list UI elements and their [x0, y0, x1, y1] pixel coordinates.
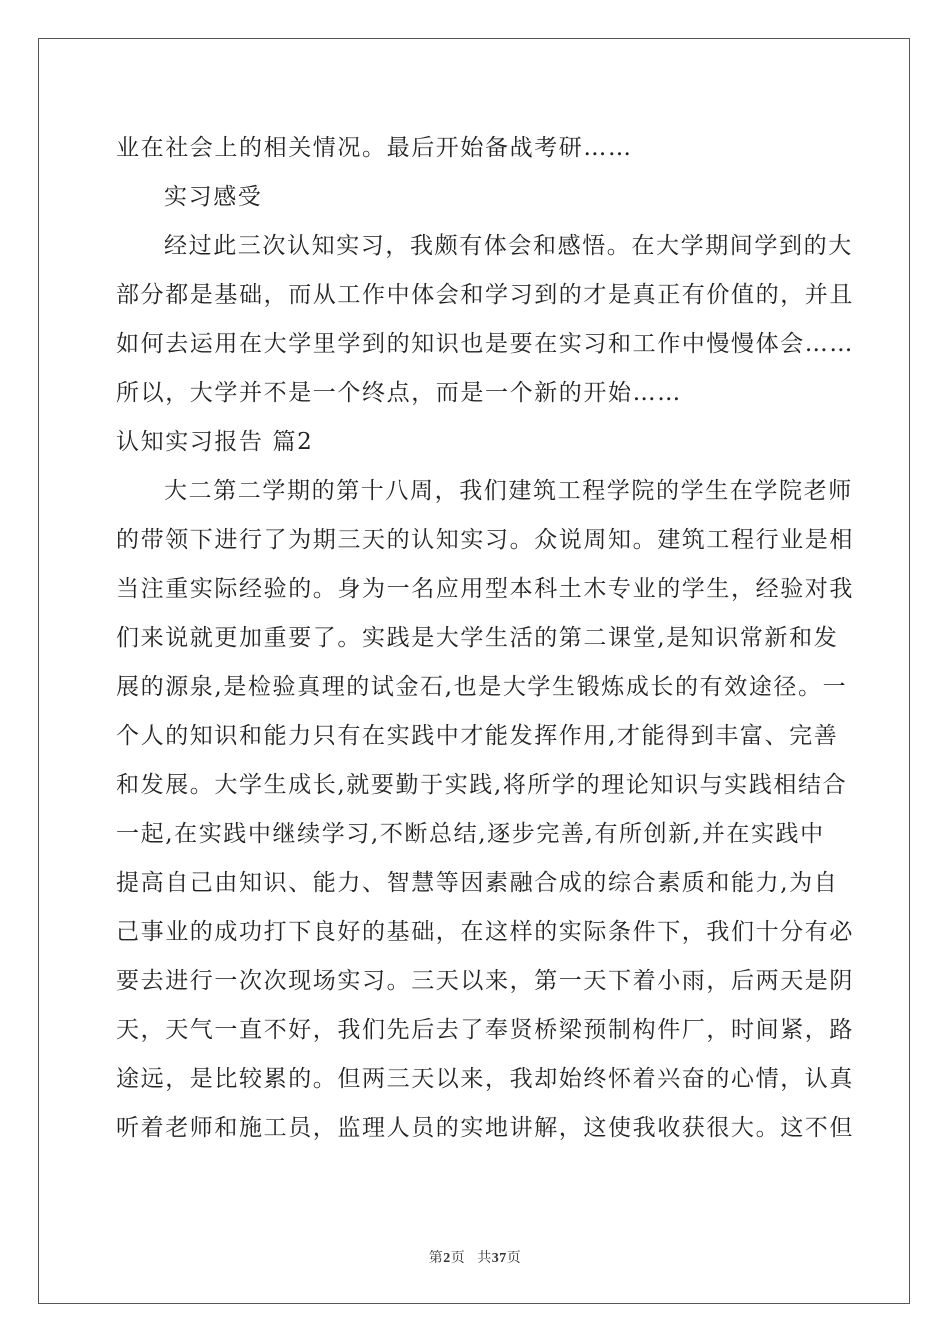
document-body — [116, 124, 854, 1153]
total-pages: 37 — [491, 1251, 507, 1266]
text-line: 听着老师和施工员，监理人员的实地讲解，这使我收获很大。这不但 — [116, 1115, 854, 1141]
text-line: 天，天气一直不好，我们先后去了奉贤桥梁预制构件厂，时间紧，路 — [116, 1017, 854, 1043]
text-line: 己事业的成功打下良好的基础，在这样的实际条件下，我们十分有必 — [116, 919, 854, 945]
page-number: 2 — [443, 1251, 451, 1266]
text-line: 当注重实际经验的。身为一名应用型本科土木专业的学生，经验对我 — [116, 576, 854, 602]
text-line: 的带领下进行了为期三天的认知实习。众说周知。建筑工程行业是相 — [116, 527, 854, 553]
total-prefix: 共 — [477, 1251, 492, 1266]
page-prefix: 第 — [428, 1251, 444, 1266]
section-heading: 实习感受 — [164, 184, 263, 210]
text-line: 和发展。大学生成长,就要勤于实践,将所学的理论知识与实践相结合 — [116, 772, 848, 798]
chapter-title: 认知实习报告 篇2 — [116, 429, 314, 455]
text-line: 如何去运用在大学里学到的知识也是要在实习和工作中慢慢体会…… — [116, 331, 854, 357]
text-line: 部分都是基础，而从工作中体会和学习到的才是真正有价值的，并且 — [116, 282, 854, 308]
page-footer — [0, 1247, 950, 1267]
text-line: 途远，是比较累的。但两三天以来，我却始终怀着兴奋的心情，认真 — [116, 1066, 854, 1092]
text-line: 个人的知识和能力只有在实践中才能发挥作用,才能得到丰富、完善 — [116, 723, 839, 749]
text-line: 一起,在实践中继续学习,不断总结,逐步完善,有所创新,并在实践中 — [116, 821, 825, 847]
page-suffix: 页 — [450, 1251, 466, 1266]
text-line: 经过此三次认知实习，我颇有体会和感悟。在大学期间学到的大 — [164, 233, 853, 259]
text-line: 业在社会上的相关情况。最后开始备战考研…… — [116, 135, 633, 161]
text-line: 展的源泉,是检验真理的试金石,也是大学生锻炼成长的有效途径。一 — [116, 674, 848, 700]
text-line: 要去进行一次次现场实习。三天以来，第一天下着小雨，后两天是阴 — [116, 968, 854, 994]
total-suffix: 页 — [506, 1251, 522, 1266]
text-line: 所以，大学并不是一个终点，而是一个新的开始…… — [116, 380, 682, 406]
text-line: 提高自己由知识、能力、智慧等因素融合成的综合素质和能力,为自 — [116, 870, 839, 896]
text-line: 们来说就更加重要了。实践是大学生活的第二课堂,是知识常新和发 — [116, 625, 839, 651]
text-line: 大二第二学期的第十八周，我们建筑工程学院的学生在学院老师 — [164, 478, 853, 504]
